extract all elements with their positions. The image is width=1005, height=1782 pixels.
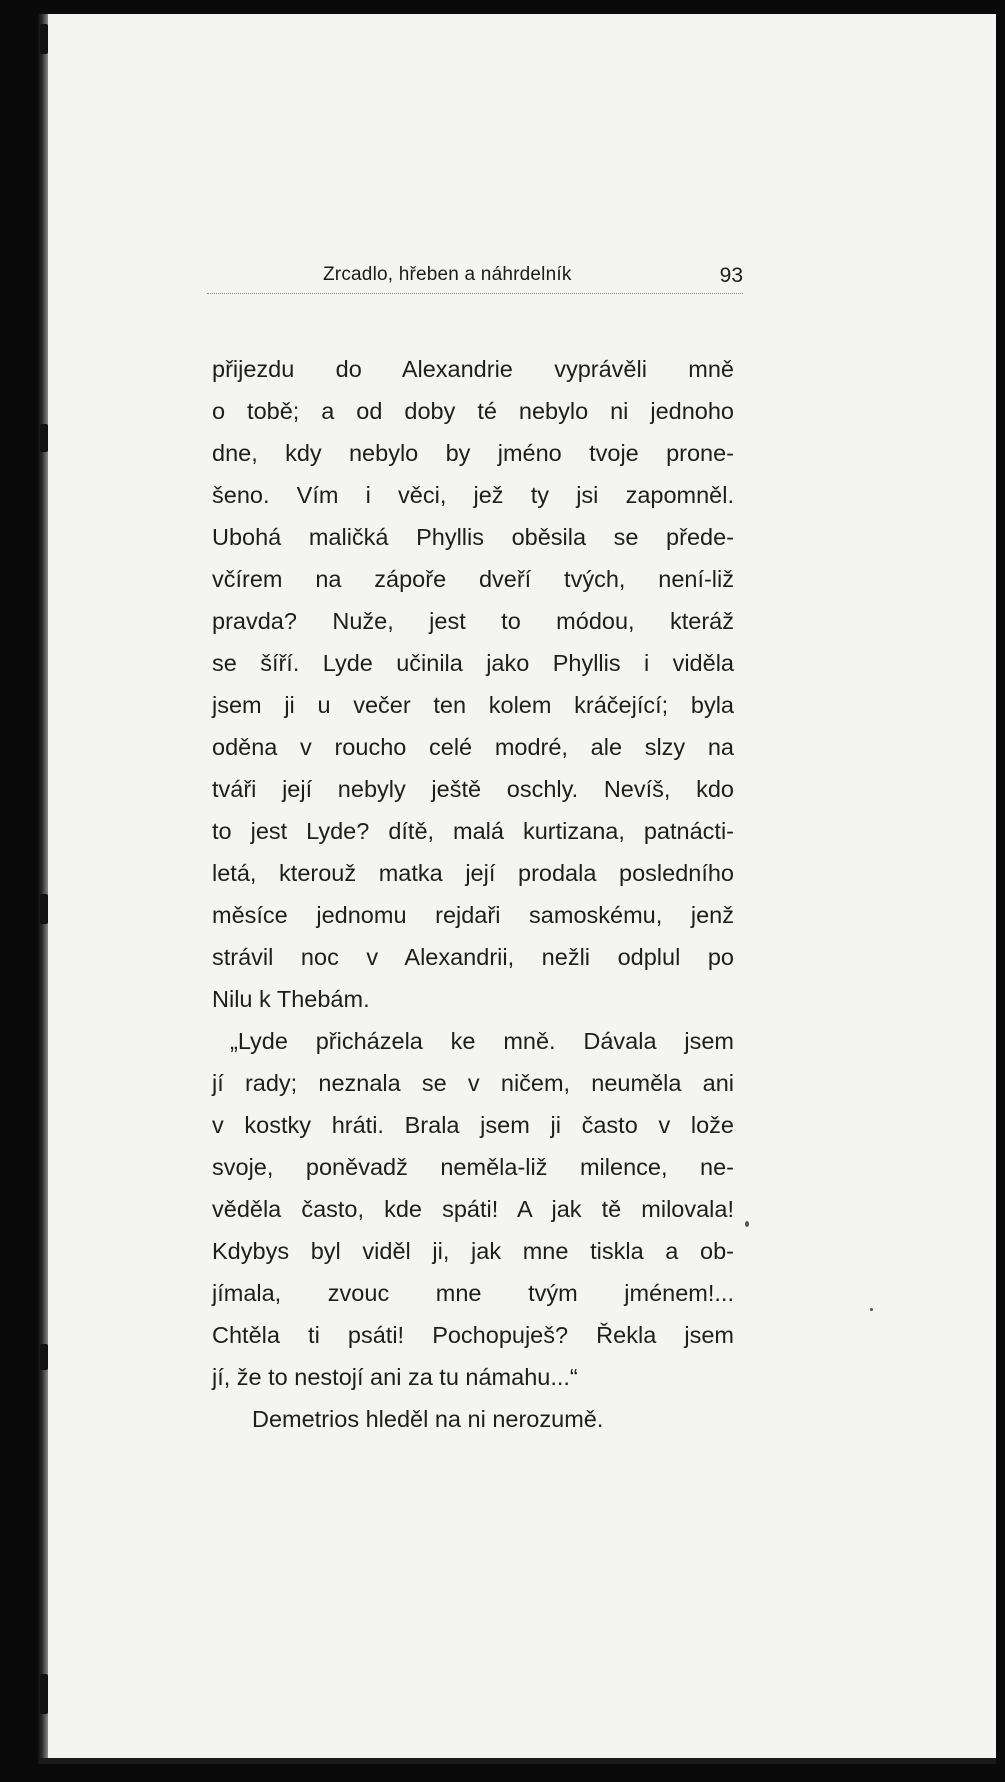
running-title: Zrcadlo, hřeben a náhrdelník <box>323 264 572 285</box>
page-number: 93 <box>719 264 743 287</box>
text-line: se šíří. Lyde učinila jako Phyllis i viděla <box>212 650 734 676</box>
text-line: Demetrios hleděl na ni nerozumě. <box>252 1406 604 1432</box>
binding-mark <box>40 1344 48 1370</box>
text-line: to jest Lyde? dítě, malá kurtizana, patnácti- <box>212 818 734 844</box>
binding-mark <box>40 1674 48 1714</box>
page-spine-shadow <box>38 14 48 1764</box>
text-line: přijezdu do Alexandrie vyprávěli mně <box>212 356 734 382</box>
text-line: svoje, poněvadž neměla-liž milence, ne- <box>212 1154 734 1180</box>
text-line: šeno. Vím i věci, jež ty jsi zapomněl. <box>212 482 734 508</box>
text-line: jí rady; neznala se v ničem, neuměla ani <box>212 1070 734 1096</box>
text-line: dne, kdy nebylo by jméno tvoje prone- <box>212 440 734 466</box>
body-text <box>212 348 734 1440</box>
print-speck <box>870 1308 873 1311</box>
text-line: o tobě; a od doby té nebylo ni jednoho <box>212 398 734 424</box>
text-line: jímala, zvouc mne tvým jménem!... <box>212 1280 734 1306</box>
text-line: letá, kterouž matka její prodala posledního <box>212 860 734 886</box>
text-line: včírem na zápoře dveří tvých, není-liž <box>212 566 734 592</box>
binding-mark <box>40 894 48 924</box>
text-line: v kostky hráti. Brala jsem ji často v lože <box>212 1112 734 1138</box>
header-rule <box>207 293 743 294</box>
page-bottom-edge <box>38 1758 996 1764</box>
text-line: Ubohá maličká Phyllis oběsila se přede- <box>212 524 734 550</box>
text-line: oděna v roucho celé modré, ale slzy na <box>212 734 734 760</box>
text-line: tváři její nebyly ještě oschly. Nevíš, kdo <box>212 776 734 802</box>
binding-mark <box>40 424 48 452</box>
text-line: jsem ji u večer ten kolem kráčející; byla <box>212 692 734 718</box>
binding-mark <box>40 24 48 54</box>
print-speck <box>745 1221 749 1227</box>
text-line: věděla často, kde spáti! A jak tě milovala! <box>212 1196 734 1222</box>
running-header <box>207 258 743 294</box>
text-line: Nilu k Thebám. <box>212 986 370 1012</box>
text-line: jí, že to nestojí ani za tu námahu...“ <box>212 1364 578 1390</box>
text-line: Chtěla ti psáti! Pochopuješ? Řekla jsem <box>212 1322 734 1348</box>
text-line: strávil noc v Alexandrii, nežli odplul po <box>212 944 734 970</box>
text-line: měsíce jednomu rejdaři samoskému, jenž <box>212 902 734 928</box>
text-line: Kdybys byl viděl ji, jak mne tiskla a ob- <box>212 1238 734 1264</box>
text-line: pravda? Nuže, jest to módou, kteráž <box>212 608 734 634</box>
text-line: „Lyde přicházela ke mně. Dávala jsem <box>230 1028 734 1054</box>
